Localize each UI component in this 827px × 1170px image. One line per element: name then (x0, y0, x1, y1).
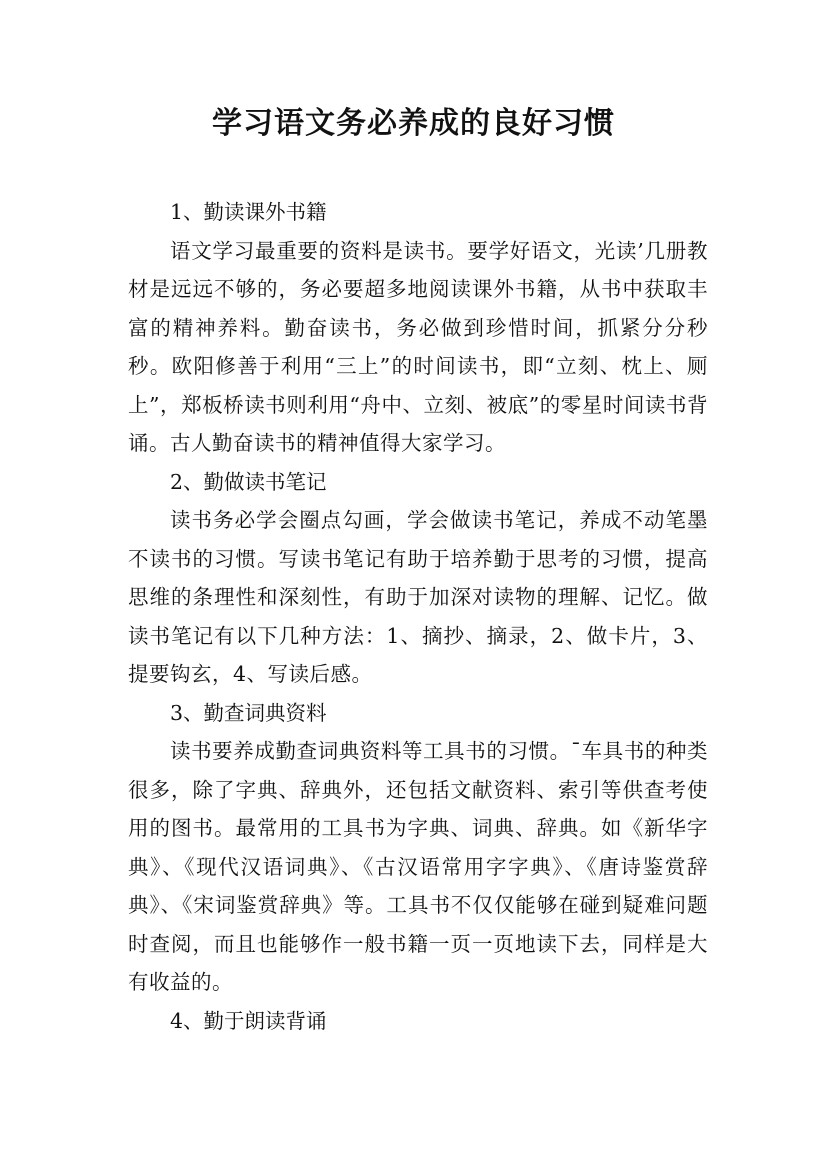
section-paragraph-3: 读书要养成勤查词典资料等工具书的习惯。¯车具书的种类很多，除了字典、辞典外，还包括文献资料、索引等供查考使用的图书。最常用的工具书为字典、词典、辞典。如《新华字典》、《现代汉语词典》、《古汉语常用字字典》、《唐诗鉴赏辞典》、《宋词鉴赏辞典》等。工具书不仅仅能够在碰到疑难问题时查阅，而且也能够作一般书籍一页一页地读下去，同样是大有收益的。 (128, 739, 708, 994)
document-body (128, 193, 708, 1040)
section-paragraph-1: 语文学习最重要的资料是读书。要学好语文，光读’几册教材是远远不够的，务必要超多地阅读课外书籍，从书中获取丰富的精神养料。勤奋读书，务必做到珍惜时间，抓紧分分秒秒。欧阳修善于利用“三上”的时间读书，即“立刻、枕上、厕上”，郑板桥读书则利用“舟中、立刻、被底”的零星时间读书背诵。古人勤奋读书的精神值得大家学习。 (128, 238, 708, 455)
document-title: 学习语文务必养成的良好习惯 (212, 106, 615, 141)
section-heading-3: 3、勤查词典资料 (170, 700, 327, 725)
section-heading-4: 4、勤于朗读背诵 (170, 1008, 327, 1033)
section-heading-1: 1、勤读课外书籍 (170, 200, 327, 224)
section-paragraph-2: 读书务必学会圈点勾画，学会做读书笔记，养成不动笔墨不读书的习惯。写读书笔记有助于培养勤于思考的习惯，提高思维的条理性和深刻性，有助于加深对读物的理解、记忆。做读书笔记有以下几种方法：1、摘抄、摘录，2、做卡片，3、提要钩玄，4、写读后感。 (128, 508, 708, 686)
section-heading-2: 2、勤做读书笔记 (170, 469, 327, 494)
